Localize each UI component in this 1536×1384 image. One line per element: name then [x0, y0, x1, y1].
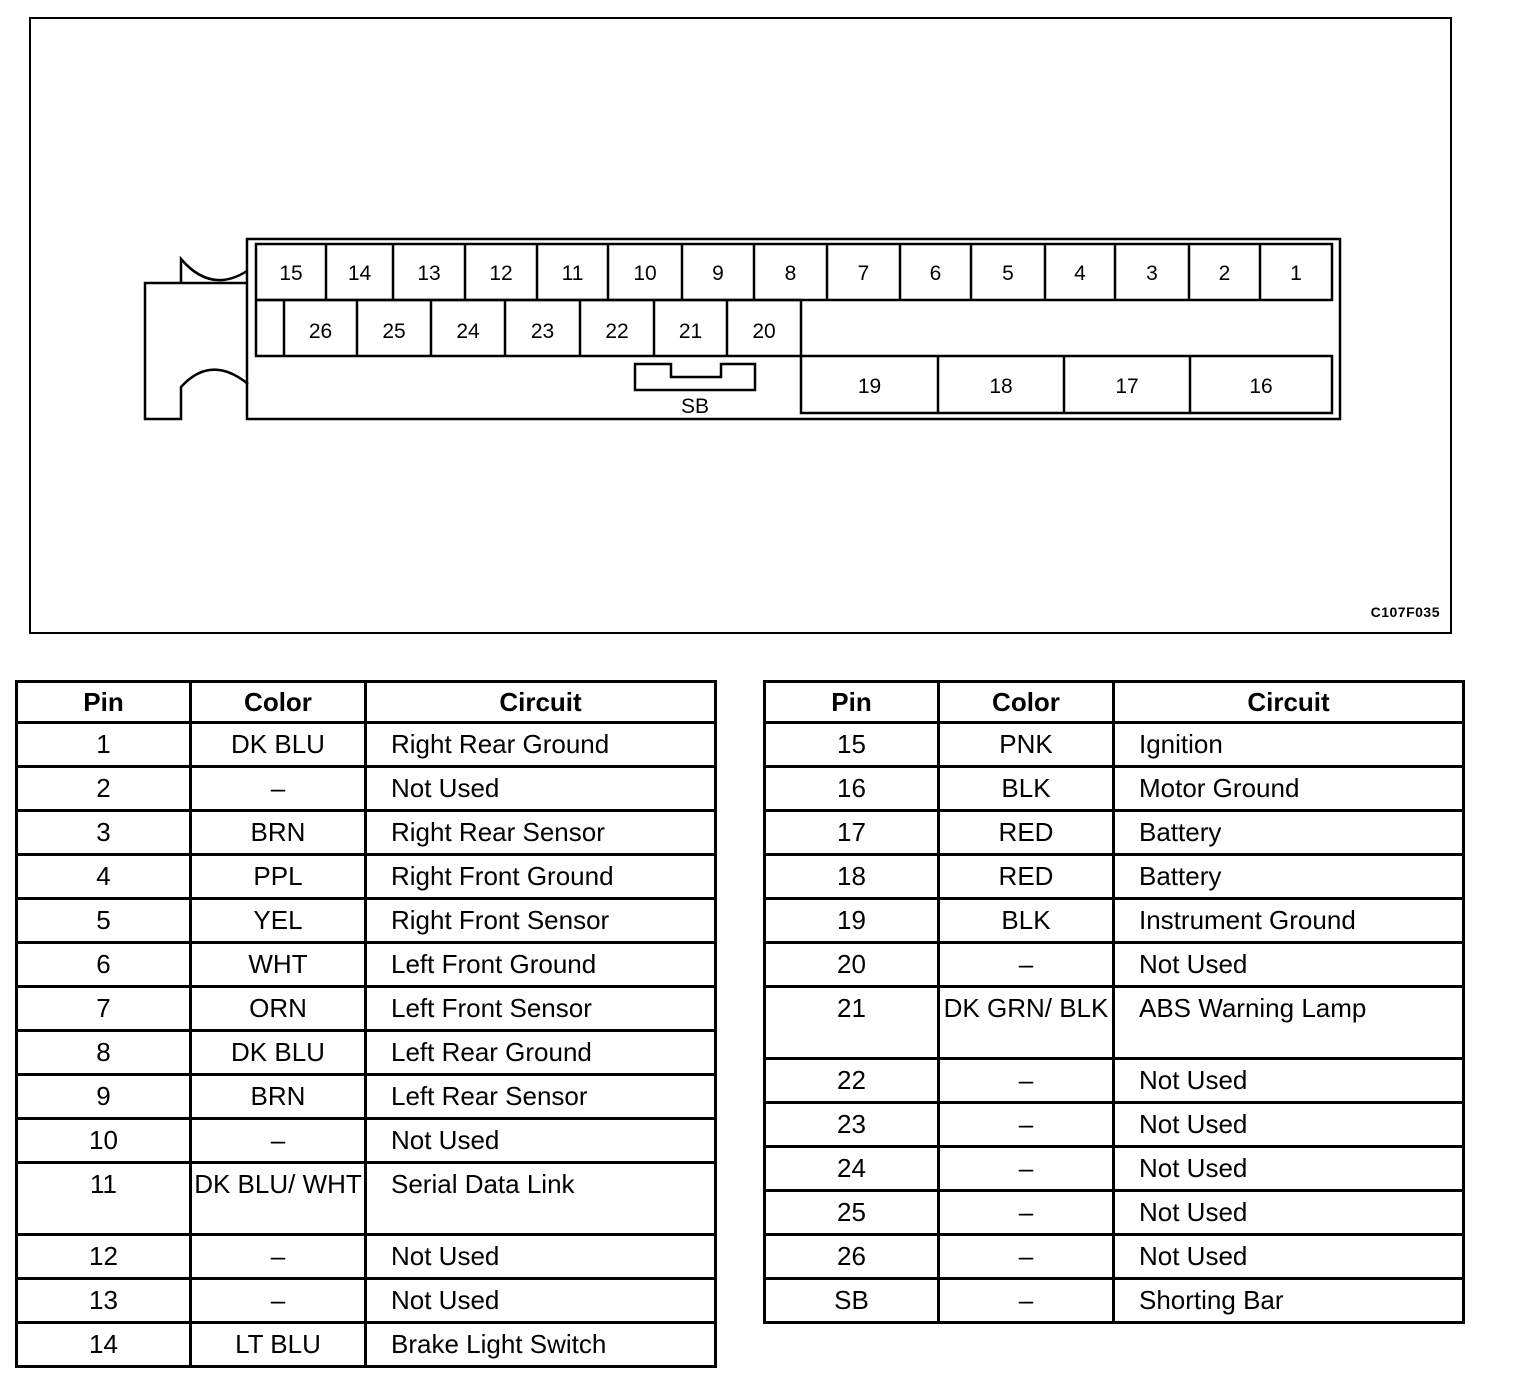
pin-cavity-label: 15 — [279, 262, 303, 285]
circuit-cell: Ignition — [1114, 723, 1464, 767]
shorting-bar-label: SB — [680, 395, 710, 418]
circuit-cell: Not Used — [366, 1235, 716, 1279]
table-row — [17, 899, 716, 943]
circuit-cell: Left Rear Sensor — [366, 1075, 716, 1119]
color-cell: RED — [939, 811, 1114, 855]
pin-cavity-label: 5 — [1002, 262, 1014, 285]
pin-cell: 12 — [17, 1235, 191, 1279]
pin-cavity-label: 11 — [561, 262, 584, 285]
circuit-cell: ABS Warning Lamp — [1114, 987, 1464, 1059]
header-pin: Pin — [765, 682, 939, 723]
table-row — [17, 1031, 716, 1075]
color-cell: PNK — [939, 723, 1114, 767]
table-row — [765, 723, 1464, 767]
pin-cavity-label: 24 — [456, 320, 480, 343]
pin-cell: 4 — [17, 855, 191, 899]
circuit-cell: Not Used — [1114, 1059, 1464, 1103]
table-row — [765, 1059, 1464, 1103]
color-cell: BLK — [939, 767, 1114, 811]
pin-cell: 9 — [17, 1075, 191, 1119]
circuit-cell: Serial Data Link — [366, 1163, 716, 1235]
color-cell: BLK — [939, 899, 1114, 943]
pin-cavity-label: 12 — [489, 262, 513, 285]
table-row — [765, 811, 1464, 855]
color-cell: – — [939, 1279, 1114, 1323]
circuit-cell: Not Used — [1114, 1235, 1464, 1279]
pin-cavity-label: 6 — [929, 262, 942, 285]
table-row — [17, 1119, 716, 1163]
circuit-cell: Not Used — [1114, 1191, 1464, 1235]
pin-cell: 18 — [765, 855, 939, 899]
color-cell: – — [191, 1119, 366, 1163]
pin-cell: 1 — [17, 723, 191, 767]
color-cell: PPL — [191, 855, 366, 899]
pin-cavity-label: 3 — [1146, 262, 1158, 285]
table-row — [17, 767, 716, 811]
header-pin: Pin — [17, 682, 191, 723]
table-row — [17, 811, 716, 855]
table-row — [765, 987, 1464, 1059]
color-cell: DK BLU — [191, 1031, 366, 1075]
circuit-cell: Not Used — [1114, 1147, 1464, 1191]
connector-latch-notch — [181, 259, 247, 283]
pin-cavity-label: 13 — [417, 262, 441, 285]
circuit-cell: Motor Ground — [1114, 767, 1464, 811]
pin-cavity-label: 10 — [633, 262, 657, 285]
pin-cell: 3 — [17, 811, 191, 855]
connector-diagram-frame — [29, 17, 1452, 634]
table-row — [17, 723, 716, 767]
pin-cell: 16 — [765, 767, 939, 811]
pin-cavity-label: 23 — [530, 320, 555, 343]
circuit-cell: Right Rear Ground — [366, 723, 716, 767]
circuit-cell: Shorting Bar — [1114, 1279, 1464, 1323]
color-cell: – — [939, 1103, 1114, 1147]
pin-cavity-label: 22 — [605, 320, 629, 343]
table-row — [17, 943, 716, 987]
header-circuit: Circuit — [366, 682, 716, 723]
pin-cell: 24 — [765, 1147, 939, 1191]
color-cell: – — [939, 1235, 1114, 1279]
circuit-cell: Left Rear Ground — [366, 1031, 716, 1075]
pin-cavity-label: 9 — [712, 262, 724, 285]
table-row — [765, 855, 1464, 899]
color-cell: DK GRN/ BLK — [939, 987, 1114, 1059]
circuit-cell: Left Front Sensor — [366, 987, 716, 1031]
pin-cavity-label: 21 — [678, 320, 703, 343]
pin-cavity-label: 25 — [382, 320, 406, 343]
color-cell: – — [939, 943, 1114, 987]
pin-cell: 17 — [765, 811, 939, 855]
table-row — [765, 1279, 1464, 1323]
pin-cell: 20 — [765, 943, 939, 987]
circuit-cell: Right Front Sensor — [366, 899, 716, 943]
pin-cell: 6 — [17, 943, 191, 987]
pin-cell: 2 — [17, 767, 191, 811]
circuit-cell: Not Used — [366, 1119, 716, 1163]
pin-cell: 11 — [17, 1163, 191, 1235]
shorting-bar — [635, 364, 755, 390]
connector-latch — [145, 283, 248, 419]
pin-cell: 10 — [17, 1119, 191, 1163]
circuit-cell: Battery — [1114, 855, 1464, 899]
pinout-table-left — [15, 680, 717, 1368]
pin-cell: SB — [765, 1279, 939, 1323]
pin-cell: 13 — [17, 1279, 191, 1323]
pin-cell: 21 — [765, 987, 939, 1059]
connector-face-svg — [31, 19, 1450, 632]
color-cell: – — [191, 1279, 366, 1323]
color-cell: DK BLU — [191, 723, 366, 767]
table-header-row — [17, 682, 716, 723]
color-cell: ORN — [191, 987, 366, 1031]
pin-cell: 19 — [765, 899, 939, 943]
pin-cavity-label: 7 — [857, 262, 870, 285]
table-row — [17, 1279, 716, 1323]
circuit-cell: Left Front Ground — [366, 943, 716, 987]
header-color: Color — [939, 682, 1114, 723]
circuit-cell: Instrument Ground — [1114, 899, 1464, 943]
table-row — [765, 1147, 1464, 1191]
circuit-cell: Not Used — [366, 767, 716, 811]
pin-cavity-label: 20 — [752, 320, 776, 343]
color-cell: LT BLU — [191, 1323, 366, 1367]
circuit-cell: Right Front Ground — [366, 855, 716, 899]
color-cell: RED — [939, 855, 1114, 899]
color-cell: BRN — [191, 1075, 366, 1119]
color-cell: DK BLU/ WHT — [191, 1163, 366, 1235]
circuit-cell: Right Rear Sensor — [366, 811, 716, 855]
circuit-cell: Not Used — [1114, 1103, 1464, 1147]
pin-cell: 8 — [17, 1031, 191, 1075]
table-row — [765, 1235, 1464, 1279]
pin-cell: 7 — [17, 987, 191, 1031]
color-cell: BRN — [191, 811, 366, 855]
pinout-table-right — [763, 680, 1465, 1324]
color-cell: – — [939, 1191, 1114, 1235]
header-circuit: Circuit — [1114, 682, 1464, 723]
circuit-cell: Brake Light Switch — [366, 1323, 716, 1367]
pin-cell: 14 — [17, 1323, 191, 1367]
color-cell: – — [191, 1235, 366, 1279]
pin-cell: 5 — [17, 899, 191, 943]
pin-cavity-label: 18 — [989, 375, 1013, 398]
header-color: Color — [191, 682, 366, 723]
table-row — [17, 987, 716, 1031]
table-row — [765, 943, 1464, 987]
table-row — [17, 1323, 716, 1367]
pin-cavity-label: 26 — [308, 320, 333, 343]
table-row — [17, 855, 716, 899]
pin-cell: 23 — [765, 1103, 939, 1147]
table-row — [765, 899, 1464, 943]
pin-cavity-label: 16 — [1249, 375, 1273, 398]
pin-cavity-label: 17 — [1115, 375, 1139, 398]
pin-cavity-label: 19 — [857, 375, 882, 398]
pin-cell: 25 — [765, 1191, 939, 1235]
table-row — [765, 1103, 1464, 1147]
pin-cell: 26 — [765, 1235, 939, 1279]
table-header-row — [765, 682, 1464, 723]
circuit-cell: Not Used — [1114, 943, 1464, 987]
pin-cell: 15 — [765, 723, 939, 767]
table-row — [765, 767, 1464, 811]
pin-cavity-label: 8 — [784, 262, 797, 285]
color-cell: WHT — [191, 943, 366, 987]
color-cell: – — [939, 1059, 1114, 1103]
color-cell: – — [191, 767, 366, 811]
pin-cavity-label: 4 — [1074, 262, 1086, 285]
pin-cavity-label: 14 — [347, 262, 372, 285]
table-row — [17, 1075, 716, 1119]
pin-cell: 22 — [765, 1059, 939, 1103]
circuit-cell: Not Used — [366, 1279, 716, 1323]
color-cell: YEL — [191, 899, 366, 943]
pin-cavity-label: 2 — [1218, 262, 1231, 285]
table-row — [17, 1163, 716, 1235]
table-row — [765, 1191, 1464, 1235]
figure-code: C107F035 — [1370, 604, 1440, 620]
pin-cavity-label: 1 — [1290, 262, 1302, 285]
circuit-cell: Battery — [1114, 811, 1464, 855]
table-row — [17, 1235, 716, 1279]
color-cell: – — [939, 1147, 1114, 1191]
